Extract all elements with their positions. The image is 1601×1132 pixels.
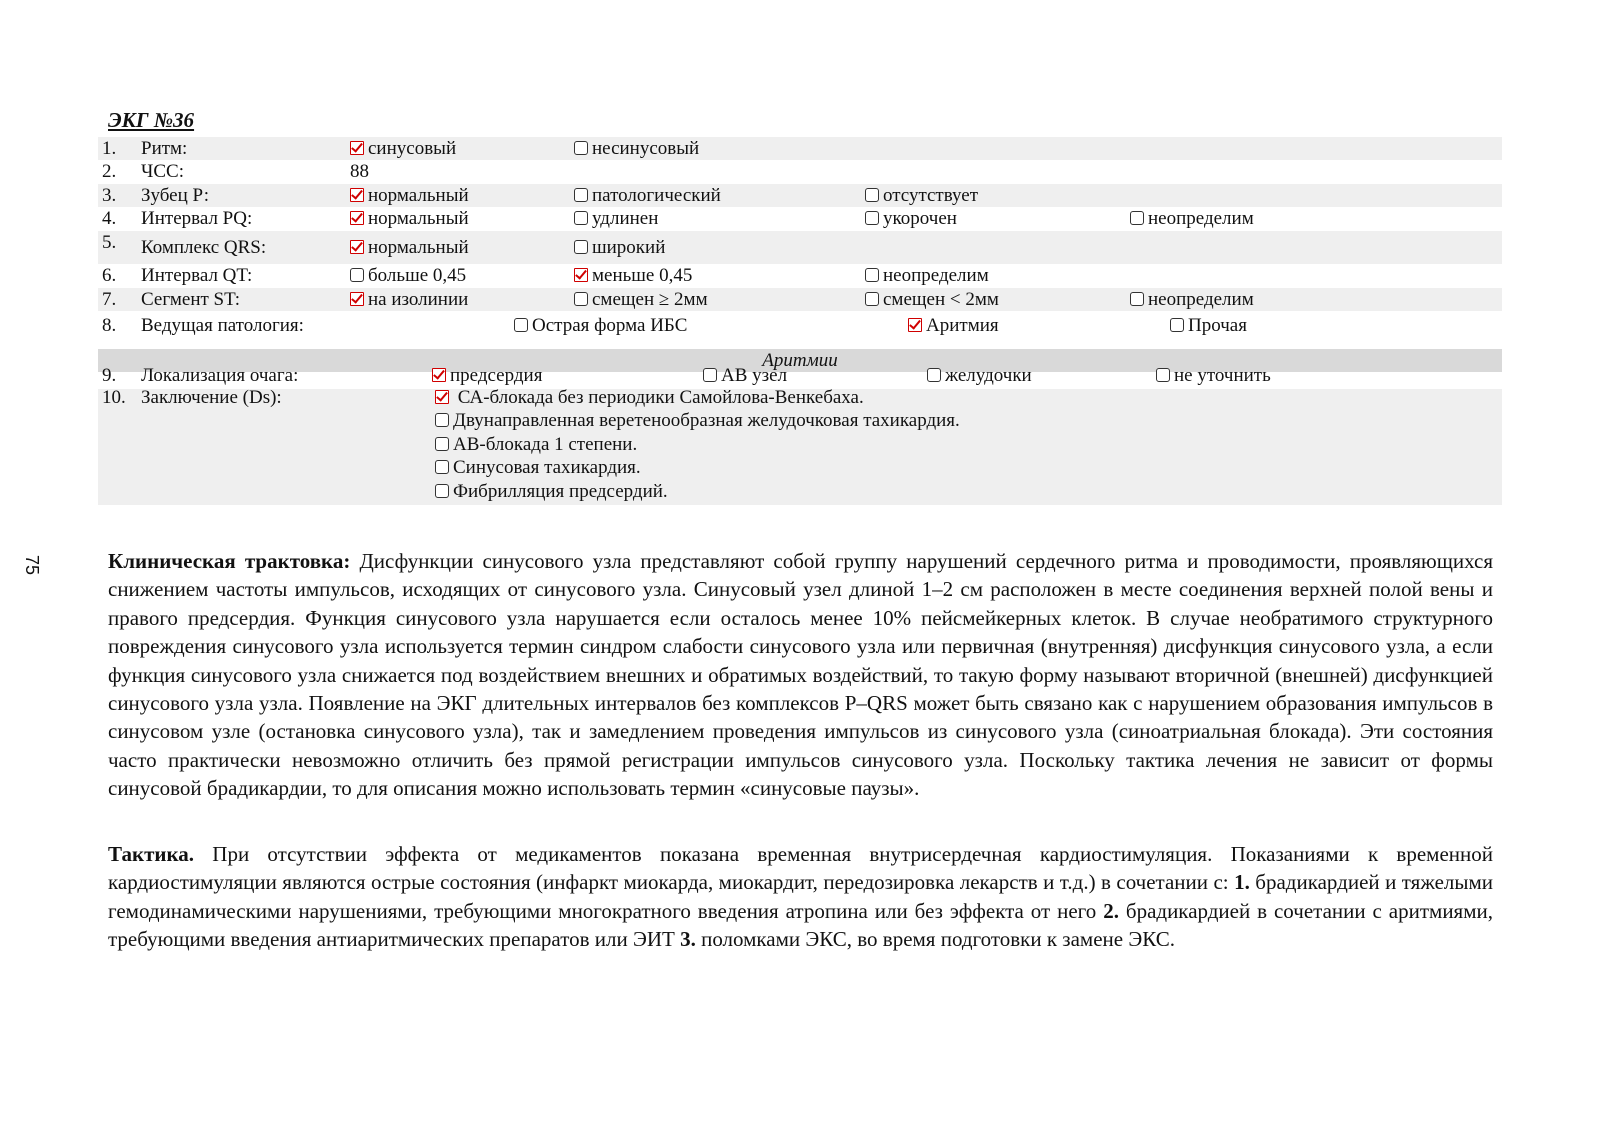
conclusion-option-sa-block[interactable]: СА-блокада без периодики Самойлова-Венкебаха. — [435, 387, 864, 409]
row-label: Интервал QT: — [141, 265, 253, 286]
row-number: 1. — [102, 138, 117, 159]
row-label: Ритм: — [141, 138, 188, 159]
option-unspecified[interactable]: не уточнить — [1156, 365, 1271, 387]
row-number: 2. — [102, 161, 117, 182]
row-number: 5. — [102, 232, 117, 253]
heart-rate-value: 88 — [350, 161, 369, 182]
checkbox-icon[interactable] — [865, 211, 879, 225]
clinical-heading: Клиническая трактовка: — [108, 549, 351, 573]
row-label: Комплекс QRS: — [141, 237, 267, 258]
row-label: Зубец Р: — [141, 185, 210, 206]
tactics-text: брадикардией в сочетании с аритмиями, требующими введения антиаритмических препаратов или ЭИТ — [108, 898, 1493, 952]
checkbox-checked-icon[interactable] — [574, 268, 588, 282]
option-prolonged[interactable]: удлинен — [574, 208, 658, 230]
row-number: 7. — [102, 289, 117, 310]
checkbox-icon[interactable] — [574, 141, 588, 155]
checkbox-icon[interactable] — [435, 413, 449, 427]
row-conclusion — [98, 389, 1502, 505]
row-qt-interval — [98, 264, 1502, 288]
option-acute-ihd[interactable]: Острая форма ИБС — [514, 315, 687, 337]
ecg-title: ЭКГ №36 — [108, 108, 195, 132]
option-normal[interactable]: нормальный — [350, 185, 469, 207]
row-leading-pathology — [98, 311, 1502, 349]
row-number: 9. — [102, 365, 117, 386]
tactics-text: поломками ЭКС, во время подготовки к замене ЭКС. — [695, 927, 1175, 952]
checkbox-icon[interactable] — [514, 318, 528, 332]
checkbox-icon[interactable] — [703, 368, 717, 382]
row-qrs-complex — [98, 231, 1502, 264]
checkbox-checked-icon[interactable] — [350, 240, 364, 254]
option-less-045[interactable]: меньше 0,45 — [574, 265, 692, 287]
row-label: Интервал PQ: — [141, 208, 253, 229]
checkbox-checked-icon[interactable] — [350, 292, 364, 306]
option-undeterminable[interactable]: неопределим — [865, 265, 989, 287]
option-normal[interactable]: нормальный — [350, 208, 469, 230]
option-wide[interactable]: широкий — [574, 237, 665, 259]
checkbox-icon[interactable] — [435, 460, 449, 474]
option-pathological[interactable]: патологический — [574, 185, 721, 207]
checkbox-icon[interactable] — [865, 268, 879, 282]
checkbox-icon[interactable] — [574, 292, 588, 306]
option-shift-lt-2mm[interactable]: смещен < 2мм — [865, 289, 999, 311]
conclusion-option-sinus-tachycardia[interactable]: Синусовая тахикардия. — [435, 457, 641, 479]
row-label: Заключение (Ds): — [141, 387, 282, 408]
row-pq-interval — [98, 207, 1502, 231]
option-shift-ge-2mm[interactable]: смещен ≥ 2мм — [574, 289, 708, 311]
page-number: 75 — [22, 555, 42, 576]
checkbox-checked-icon[interactable] — [435, 390, 449, 404]
checkbox-icon[interactable] — [1156, 368, 1170, 382]
checkbox-icon[interactable] — [574, 188, 588, 202]
checkbox-icon[interactable] — [350, 268, 364, 282]
tactics-text: брадикардией и тяжелыми гемодинамическими нарушениями, требующими многократного введения атропина или без эффекта от него — [108, 870, 1494, 923]
checkbox-checked-icon[interactable] — [908, 318, 922, 332]
option-atria[interactable]: предсердия — [432, 365, 542, 387]
checkbox-icon[interactable] — [435, 484, 449, 498]
option-normal[interactable]: нормальный — [350, 237, 469, 259]
conclusion-option-atrial-fibrillation[interactable]: Фибрилляция предсердий. — [435, 481, 668, 503]
checkbox-icon[interactable] — [435, 437, 449, 451]
row-heart-rate — [98, 160, 1502, 184]
option-av-node[interactable]: АВ узел — [703, 365, 787, 387]
tactics-number: 3. — [680, 927, 696, 952]
tactics-number: 2. — [1103, 898, 1119, 923]
row-number: 10. — [102, 387, 126, 408]
option-undeterminable[interactable]: неопределим — [1130, 208, 1254, 230]
option-isoline[interactable]: на изолинии — [350, 289, 468, 311]
checkbox-icon[interactable] — [865, 292, 879, 306]
row-number: 6. — [102, 265, 117, 286]
checkbox-icon[interactable] — [574, 211, 588, 225]
row-number: 3. — [102, 185, 117, 206]
checkbox-icon[interactable] — [927, 368, 941, 382]
row-label: Локализация очага: — [141, 365, 299, 386]
section-header-arrhythmias: Аритмии — [98, 349, 1502, 372]
option-sinus[interactable]: синусовый — [350, 138, 456, 160]
checkbox-icon[interactable] — [1170, 318, 1184, 332]
row-number: 8. — [102, 315, 117, 336]
row-p-wave — [98, 184, 1502, 207]
option-undeterminable[interactable]: неопределим — [1130, 289, 1254, 311]
checkbox-icon[interactable] — [1130, 292, 1144, 306]
option-arrhythmia[interactable]: Аритмия — [908, 315, 999, 337]
row-label: Сегмент ST: — [141, 289, 241, 310]
tactics-text: При отсутствии эффекта от медикаментов показана временная внутрисердечная кардиостимуляция. Показаниями к временной кардиостимуляции являются острые состояния (инфаркт миокарда, миокардит, передозировка лекарств и т.д.) в сочетании с: — [108, 842, 1493, 895]
clinical-text: Дисфункции синусового узла представляют собой группу нарушений сердечного ритма и проводимости, проявляющихся снижением частоты импульсов, исходящих от синусового узла. Синусовый узел длиной 1–2 см расположен в месте соединения верхней полой вены и правого предсердия. Функция синусового узла нарушается если осталось менее 10% пейсмейкерных клеток. В случае необратимого структурного повреждения синусового узла используется термин синдром слабости синусового узла или первичная (внутренняя) дисфункция синусового узла, а если функция синусового узла снижается под воздействием внешних и обратимых воздействий, то такую форму называют вторичной (внешней) дисфункцией синусового узла узла. Появление на ЭКГ длительных интервалов без комплексов P–QRS может быть связано как с нарушением образования импульсов в синусовом узле (остановка синусового узла), так и замедлением проведения импульсов из синусового узла (синоатриальная блокада). Эти состояния часто практически невозможно отличить без прямой регистрации импульсов синусового узла. Поскольку тактика лечения не зависит от формы синусовой брадикардии, то для описания можно использовать термин «синусовые паузы». — [108, 549, 1493, 801]
checkbox-icon[interactable] — [574, 240, 588, 254]
checkbox-icon[interactable] — [1130, 211, 1144, 225]
option-other[interactable]: Прочая — [1170, 315, 1247, 337]
option-shortened[interactable]: укорочен — [865, 208, 957, 230]
row-number: 4. — [102, 208, 117, 229]
row-label: ЧСС: — [141, 161, 184, 182]
tactics-heading: Тактика. — [108, 842, 195, 866]
checkbox-checked-icon[interactable] — [350, 141, 364, 155]
row-st-segment — [98, 288, 1502, 311]
conclusion-option-av-block[interactable]: АВ-блокада 1 степени. — [435, 434, 637, 456]
row-label: Ведущая патология: — [141, 315, 304, 336]
checkbox-checked-icon[interactable] — [432, 368, 446, 382]
option-absent[interactable]: отсутствует — [865, 185, 978, 207]
tactics-number: 1. — [1234, 870, 1250, 895]
checkbox-checked-icon[interactable] — [350, 188, 364, 202]
row-rhythm — [98, 137, 1502, 160]
conclusion-option-bidirectional-vt[interactable]: Двунаправленная веретенообразная желудочковая тахикардия. — [435, 410, 960, 432]
option-ventricles[interactable]: желудочки — [927, 365, 1032, 387]
option-more-045[interactable]: больше 0,45 — [350, 265, 466, 287]
tactics-paragraph — [108, 840, 1493, 954]
checkbox-icon[interactable] — [865, 188, 879, 202]
option-non-sinus[interactable]: несинусовый — [574, 138, 699, 160]
checkbox-checked-icon[interactable] — [350, 211, 364, 225]
clinical-interpretation-paragraph — [108, 547, 1493, 803]
